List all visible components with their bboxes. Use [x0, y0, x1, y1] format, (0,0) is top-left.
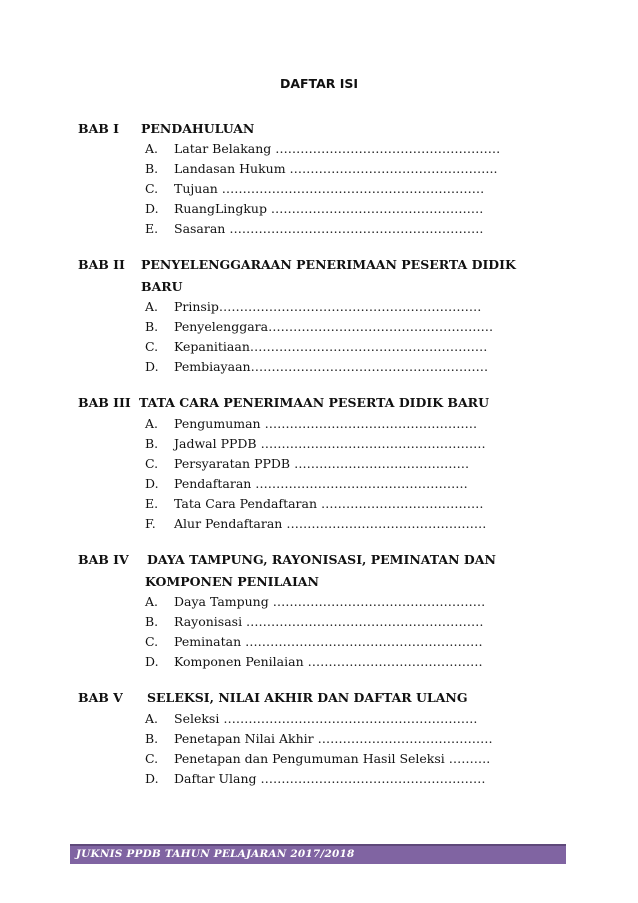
toc-entry: [145, 299, 481, 314]
entry-text: RuangLingkup ……………………………………………: [174, 201, 484, 216]
entry-letter: D.: [145, 201, 159, 216]
entry-letter: E.: [145, 496, 159, 511]
chapter-label: BAB V: [78, 690, 123, 705]
entry-letter: B.: [145, 436, 159, 451]
toc-entry: [145, 319, 493, 334]
page-title: DAFTAR ISI: [279, 76, 359, 91]
entry-text: Persyaratan PPDB ……………………………………: [174, 456, 470, 471]
toc-entry: [145, 339, 487, 354]
chapter-label: BAB IV: [78, 552, 129, 567]
entry-text: Alur Pendaftaran …………………………………………: [174, 516, 487, 531]
toc-entry: [145, 614, 484, 629]
entry-letter: F.: [145, 516, 156, 531]
entry-letter: C.: [145, 339, 159, 354]
entry-letter: D.: [145, 654, 159, 669]
toc-entry: [145, 516, 486, 531]
entry-letter: C.: [145, 456, 159, 471]
entry-letter: B.: [145, 614, 159, 629]
toc-entry: [145, 416, 477, 431]
chapter-label: BAB I: [78, 121, 120, 136]
entry-text: Rayonisasi …………………………………………………: [174, 614, 484, 629]
entry-text: Penetapan Nilai Akhir ……………………………………: [174, 731, 493, 746]
toc-entry: [145, 456, 469, 471]
entry-letter: B.: [145, 319, 159, 334]
entry-letter: D.: [145, 771, 159, 786]
entry-letter: C.: [145, 751, 159, 766]
chapter-title: PENDAHULUAN: [141, 121, 255, 136]
entry-letter: C.: [145, 181, 159, 196]
entry-text: Komponen Penilaian ……………………………………: [174, 654, 483, 669]
entry-text: Daya Tampung ……………………………………………: [174, 594, 486, 609]
entry-letter: D.: [145, 359, 159, 374]
entry-text: Latar Belakang ………………………………………………: [174, 141, 501, 156]
toc-entry: [145, 436, 486, 451]
footer-bar: [70, 844, 566, 864]
entry-text: Penetapan dan Pengumuman Hasil Seleksi ……….: [174, 751, 491, 766]
toc-entry: [145, 634, 483, 649]
toc-entry: [145, 711, 477, 726]
toc-entry: [145, 359, 488, 374]
chapter-title: DAYA TAMPUNG, RAYONISASI, PEMINATAN DAN: [147, 552, 496, 567]
entry-text: Penyelenggara………………………………………………: [174, 319, 494, 334]
toc-entry: [145, 141, 500, 156]
toc-entry: [145, 221, 483, 236]
entry-text: Pendaftaran ……………………………………………: [174, 476, 468, 491]
toc-entry: [145, 201, 483, 216]
entry-text: Kepanitiaan…………………………………………………: [174, 339, 488, 354]
entry-text: Jadwal PPDB ………………………………………………: [174, 436, 486, 451]
entry-letter: A.: [145, 594, 159, 609]
toc-entry: [145, 594, 485, 609]
toc-entry: [145, 731, 493, 746]
entry-text: Seleksi …………………………………………………….: [174, 711, 478, 726]
entry-text: Pembiayaan…………………………………………………: [174, 359, 489, 374]
entry-letter: A.: [145, 299, 159, 314]
toc-entry: [145, 476, 468, 491]
entry-text: Landasan Hukum …………………………………………..: [174, 161, 498, 176]
entry-letter: B.: [145, 731, 159, 746]
entry-letter: A.: [145, 711, 159, 726]
toc-entry: [145, 654, 483, 669]
chapter-title-line2: BARU: [141, 279, 183, 294]
entry-letter: E.: [145, 221, 159, 236]
chapter-title: SELEKSI, NILAI AKHIR DAN DAFTAR ULANG: [147, 690, 468, 705]
toc-entry: [145, 751, 490, 766]
toc-entry: [145, 161, 498, 176]
entry-letter: C.: [145, 634, 159, 649]
entry-text: Prinsip………………………………………………………: [174, 299, 482, 314]
toc-entry: [145, 771, 486, 786]
toc-entry: [145, 181, 484, 196]
chapter-title-line2: KOMPONEN PENILAIAN: [145, 574, 319, 589]
entry-text: Tata Cara Pendaftaran …………………………………: [174, 496, 484, 511]
entry-text: Peminatan …………………………………………………: [174, 634, 483, 649]
entry-letter: D.: [145, 476, 159, 491]
entry-text: Sasaran …………………………………………………….: [174, 221, 484, 236]
entry-letter: A.: [145, 416, 159, 431]
chapter-label: BAB III: [78, 395, 131, 410]
entry-text: Daftar Ulang ………………………………………………: [174, 771, 486, 786]
footer-text: JUKNIS PPDB TAHUN PELAJARAN 2017/2018: [76, 848, 355, 860]
chapter-title: TATA CARA PENERIMAAN PESERTA DIDIK BARU: [139, 395, 489, 410]
chapter-label: BAB II: [78, 257, 125, 272]
entry-text: Pengumuman ……………………………………………: [174, 416, 478, 431]
entry-text: Tujuan ………………………………………………………: [174, 181, 485, 196]
chapter-title: PENYELENGGARAAN PENERIMAAN PESERTA DIDIK: [141, 257, 516, 272]
toc-entry: [145, 496, 484, 511]
entry-letter: A.: [145, 141, 159, 156]
entry-letter: B.: [145, 161, 159, 176]
